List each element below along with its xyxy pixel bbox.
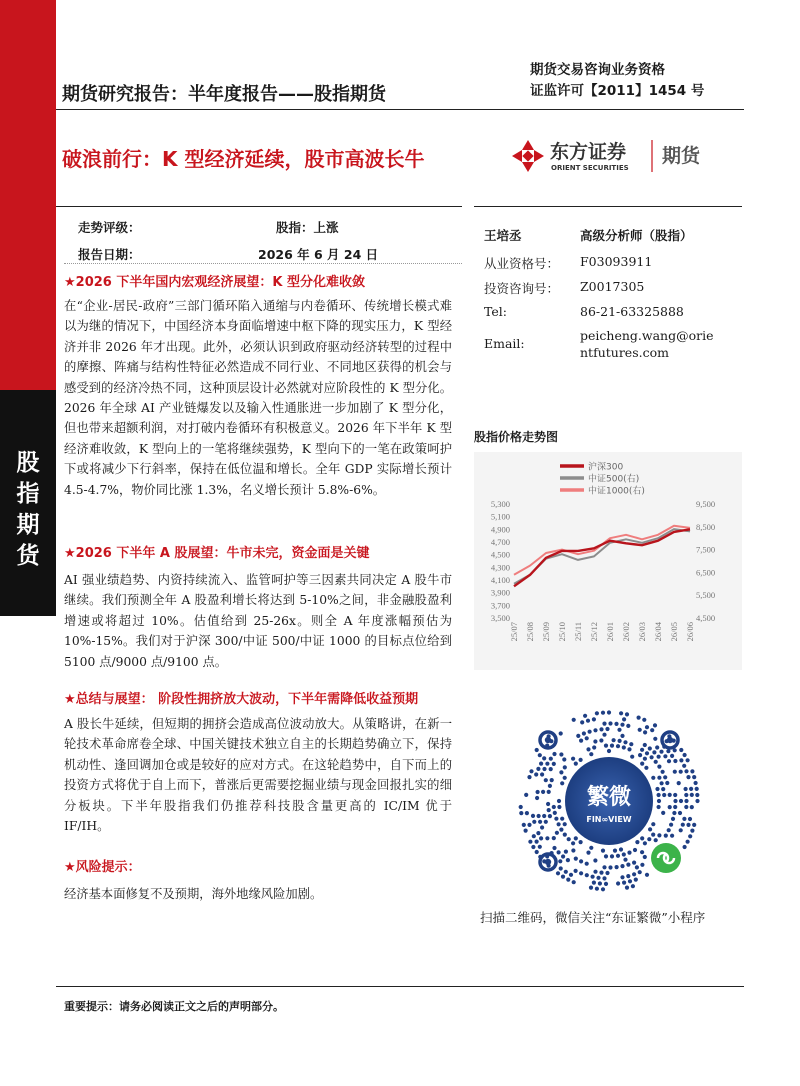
x-tick-8: 26/03 [637, 622, 647, 642]
side-red-bar [0, 0, 56, 390]
y-left-tick-8: 5,100 [490, 511, 510, 522]
qr-center-sub: FIN∞VIEW [586, 815, 632, 824]
analyst-role: 高级分析师（股指） [580, 228, 693, 243]
date-label: 报告日期： [78, 247, 141, 262]
y-left-tick-7: 4,900 [490, 524, 510, 535]
y-right-tick-3: 7,500 [696, 544, 716, 555]
analyst-name: 王培丞 [484, 228, 522, 243]
orient-logo-icon [510, 136, 710, 176]
x-tick-10: 26/05 [669, 622, 679, 642]
meta-rule-top [56, 206, 462, 207]
x-tick-7: 26/02 [621, 622, 631, 642]
logo-name-cn: 东方证券 [550, 141, 627, 163]
x-tick-6: 26/01 [605, 622, 615, 642]
y-left-tick-6: 4,700 [490, 537, 510, 547]
side-char-1: 指 [16, 481, 40, 507]
side-char-3: 货 [16, 543, 40, 569]
y-left-tick-5: 4,500 [490, 549, 510, 560]
x-tick-4: 25/11 [573, 622, 583, 642]
legend-label-1: 中证500(右) [588, 474, 640, 485]
chart-title: 股指价格走势图 [474, 430, 559, 444]
qr-code-icon [514, 706, 704, 896]
side-char-2: 期 [16, 512, 40, 538]
logo-name-en: ORIENT SECURITIES [551, 164, 629, 172]
x-tick-11: 26/06 [685, 622, 695, 642]
tel-value: 86-21-63325888 [580, 304, 684, 319]
orient-logo [510, 136, 710, 176]
y-right-tick-4: 8,500 [696, 521, 716, 532]
legend-label-2: 中证1000(右) [588, 486, 645, 497]
logo-division: 期货 [662, 145, 701, 167]
y-right-tick-2: 6,500 [696, 567, 716, 578]
section-heading-summary: ★总结与展望： 阶段性拥挤放大波动，下半年需降低收益预期 [64, 692, 419, 707]
y-left-tick-0: 3,500 [490, 613, 510, 623]
license-line-2: 证监许可【2011】1454 号 [530, 83, 705, 99]
y-left-tick-9: 5,300 [490, 499, 510, 509]
advisory-label: 投资咨询号： [484, 281, 560, 296]
trend-label: 走势评级： [78, 220, 141, 235]
section-heading-risk: ★风险提示： [64, 860, 141, 875]
trend-value: 股指：上涨 [276, 220, 339, 235]
y-left-tick-3: 4,100 [490, 575, 510, 585]
qr-center-text: 繁微 [586, 785, 632, 810]
x-tick-2: 25/09 [541, 622, 551, 642]
y-left-tick-4: 4,300 [490, 562, 510, 573]
x-tick-5: 25/12 [589, 622, 599, 642]
license-line-1: 期货交易咨询业务资格 [530, 62, 665, 78]
header-rule [56, 109, 744, 110]
meta-rule-bottom [64, 263, 462, 264]
footer-notice: 重要提示：请务必阅读正文之后的声明部分。 [64, 1000, 284, 1013]
report-type: 期货研究报告：半年度报告——股指期货 [62, 84, 386, 105]
analyst-rule [474, 206, 742, 207]
chart-panel [474, 452, 742, 670]
y-right-tick-0: 4,500 [696, 613, 716, 623]
x-tick-3: 25/10 [557, 622, 567, 642]
section-body-risk: 经济基本面修复不及预期，海外地缘风险加剧。 [64, 887, 323, 901]
side-char-0: 股 [16, 450, 40, 476]
price-chart [474, 452, 742, 670]
page-title: 破浪前行：K 型经济延续，股市高波长牛 [62, 147, 425, 171]
y-left-tick-1: 3,700 [490, 600, 510, 611]
side-category-label [0, 448, 56, 572]
license-info [530, 60, 704, 102]
x-tick-1: 25/08 [525, 622, 535, 642]
x-tick-9: 26/04 [653, 622, 663, 642]
advisory-value: Z0017305 [580, 279, 645, 294]
tel-label: Tel: [484, 304, 507, 319]
date-value: 2026 年 6 月 24 日 [258, 247, 379, 262]
legend-label-0: 沪深300 [588, 462, 624, 473]
section-body-summary: A 股长牛延续，但短期的拥挤会造成高位波动放大。从策略讲，在新一轮技术革命席卷全球、中国关键技术独立自主的长期趋势确立下，保持机动性、逢回调加仓或是较好的应对方式。在这轮趋势中，自下而上的投资方式将优于自上而下，普涨后更需要挖掘业绩与现金回报扎实的细分板块。下半年股指我们仍推荐科技股含量更高的 IC/IM 优于 IF/IH。 [64, 717, 452, 834]
section-heading-macro: ★2026 下半年国内宏观经济展望：K 型分化难收敛 [64, 275, 365, 290]
section-heading-ashare: ★2026 下半年 A 股展望：牛市未完，资金面是关键 [64, 546, 370, 561]
email-value[interactable]: peicheng.wang@orientfutures.com [580, 328, 714, 360]
qr-code[interactable] [514, 706, 704, 896]
footer-rule [56, 986, 744, 987]
email-label: Email: [484, 336, 525, 351]
qr-caption: 扫描二维码，微信关注“东证繁微”小程序 [480, 910, 706, 925]
cert-label: 从业资格号： [484, 256, 560, 271]
y-left-tick-2: 3,900 [490, 587, 510, 598]
cert-value: F03093911 [580, 254, 653, 269]
section-body-macro: 在“企业-居民-政府”三部门循环陷入通缩与内卷循环、传统增长模式难以为继的情况下，中国经济本身面临增速中枢下降的现实压力，K 型经济并非 2026 年才出现。此外，必须认识到政府驱动经济转型的过程中的摩擦、阵痛与结构性特征必然造成不同行业、不同地区获得的机会与感受到的经济冷热不同，这种顶层设计必然就对应阶段性的 K 型分化。2026 年全球 AI 产业链爆发以及输入性通胀进一步加剧了 K 型分化，但也带来超额利润，对打破内卷循环有积极意义。2026 年下半年 K 型经济难收敛，K 型向上的一笔将继续强势，K 型向下的一笔在政策呵护下或将减少下行斜率，保持在低位温和增长。全年 GDP 实际增长预计 4.5-4.7%，物价同比涨 1.3%，名义增长预计 5.8%-6%。 [64, 299, 452, 497]
x-tick-0: 25/07 [509, 622, 519, 642]
y-right-tick-5: 9,500 [696, 499, 716, 509]
section-body-ashare: AI 强业绩趋势、内资持续流入、监管呵护等三因素共同决定 A 股牛市继续。我们预测全年 A 股盈利增长将达到 5-10%之间，非金融股盈利增速或将超过 10%。估值给到 25-26x。则全 A 年度涨幅预估为 10%-15%。我们对于沪深 300/中证 500/中证 1000 的目标点位给到 5100 点/9000 点/9100 点。 [64, 573, 452, 669]
y-right-tick-1: 5,500 [696, 590, 716, 601]
